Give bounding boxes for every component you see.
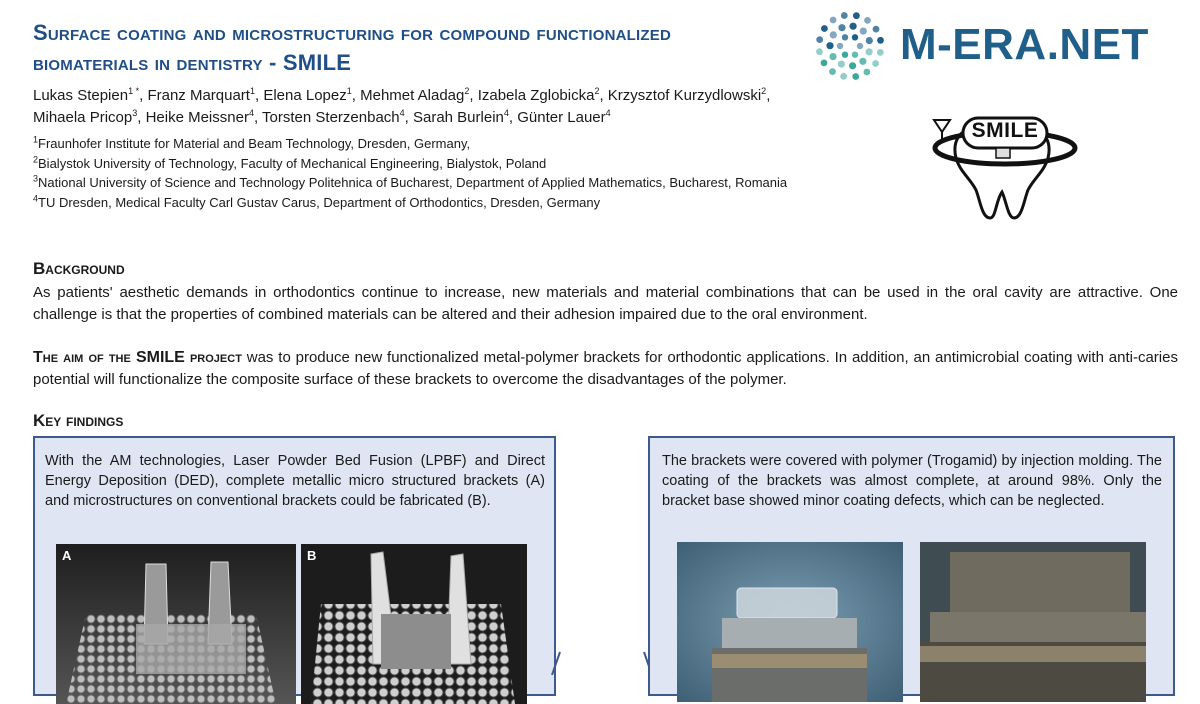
- affiliation-item: $^1$Fraunhofer Institute for Material and Beam Technology, Dresden, Germany,: [33, 134, 471, 151]
- author-affiliation-mark: 3: [132, 108, 138, 118]
- poster-title: [33, 18, 803, 78]
- title-line-2: [33, 48, 803, 78]
- panel-connector-icon: [548, 650, 658, 675]
- photo-coated-bracket-1: [677, 542, 903, 702]
- title-line-1: Surface coating and microstructuring for compound functionalized: [33, 20, 671, 45]
- author-affiliation-mark: 4: [399, 108, 405, 118]
- author-name: Elena Lopez$^1$: [263, 86, 352, 104]
- mera-dots-icon: [812, 8, 888, 84]
- author-affiliation-mark: 4: [503, 108, 509, 118]
- author-affiliation-mark: 4: [248, 108, 254, 118]
- smile-project-logo: [930, 100, 1080, 222]
- author-name: Günter Lauer$^4$: [517, 108, 611, 126]
- author-affiliation-mark: 2: [761, 86, 767, 96]
- affiliation-number: 2: [33, 154, 39, 165]
- findings-left-text: With the AM technologies, Laser Powder Bed Fusion (LPBF) and Direct Energy Deposition (DED), complete metallic micro structured brackets (A) and microstructures on conventional brackets could be fabricated (B).: [45, 453, 545, 509]
- sem-image-b: [301, 544, 527, 704]
- author-affiliation-mark: 1: [346, 86, 352, 96]
- image-b-label: B: [307, 548, 317, 563]
- background-heading: Background: [33, 259, 125, 278]
- author-name: Mehmet Aladag$^2$: [360, 86, 470, 104]
- author-name: Torsten Sterzenbach$^4$: [262, 108, 405, 126]
- author-name: Sarah Burlein$^4$: [412, 108, 509, 126]
- author-name: Heike Meissner$^4$: [145, 108, 254, 126]
- author-affiliation-mark: 4: [605, 108, 611, 118]
- affiliation-item: $^3$National University of Science and Technology Politehnica of Bucharest, Department of Applied Mathematics, Bucharest, Romania: [33, 173, 788, 190]
- author-affiliation-mark: 1: [249, 86, 255, 96]
- background-text: As patients' aesthetic demands in orthodontics continue to increase, new materials and material combinations that can be used in the oral cavity are attractive. One challenge is that the properties of combined materials can be altered and their adhesion impaired due to the oral environment.: [33, 284, 1178, 323]
- mera-wordmark: M-ERA.NET: [900, 20, 1149, 69]
- author-name: Lukas Stepien$^{1 *}$: [33, 86, 140, 104]
- author-affiliation-mark: 1 *: [128, 86, 140, 96]
- author-name: Krzysztof Kurzydlowski$^2$: [607, 86, 767, 104]
- author-name: Franz Marquart$^1$: [147, 86, 255, 104]
- author-name: Izabela Zglobicka$^2$: [477, 86, 600, 104]
- affiliation-item: $^4$TU Dresden, Medical Faculty Carl Gustav Carus, Department of Orthodontics, Dresden, Germany: [33, 193, 601, 210]
- author-affiliation-mark: 2: [464, 86, 470, 96]
- author-list: Lukas Stepien$^{1 *}$, Franz Marquart$^1$, Elena Lopez$^1$, Mehmet Aladag$^2$, Izabela Zglobicka$^2$, Krzysztof Kurzydlowski$^2$, Mihaela Pricop$^3$, Heike Meissner$^4$, Torsten Sterzenbach$^4$, Sarah Burlein$^4$, Günter Lauer$^4$: [33, 86, 771, 126]
- aim-heading: The aim of the SMILE project: [33, 349, 242, 366]
- key-findings-heading: Key findings: [33, 411, 124, 430]
- title-line-2-prefix: biomaterials in dentistry -: [33, 50, 283, 75]
- smile-badge-text: SMILE: [971, 119, 1039, 142]
- author-name: Mihaela Pricop$^3$: [33, 108, 138, 126]
- image-a-label: A: [62, 548, 72, 563]
- aim-text: was to produce new functionalized metal-polymer brackets for orthodontic applications. In addition, an antimicrobial coating with anti-caries potential will functionalize the composite surface of these brackets to overcome the disadvantages of the polymer.: [33, 349, 1178, 388]
- affiliation-number: 4: [33, 193, 39, 204]
- aim-paragraph: [33, 347, 1178, 390]
- affiliation-number: 1: [33, 134, 39, 145]
- affiliation-number: 3: [33, 173, 39, 184]
- sem-image-a: [56, 544, 296, 704]
- affiliation-item: $^2$Bialystok University of Technology, Faculty of Mechanical Engineering, Bialystok, Poland: [33, 154, 547, 171]
- affiliation-list: [33, 134, 803, 212]
- photo-coated-bracket-2: [920, 542, 1146, 702]
- findings-panel-right: [648, 436, 1175, 696]
- author-affiliation-mark: 2: [594, 86, 600, 96]
- title-acronym: SMILE: [282, 50, 352, 75]
- findings-panel-left: [33, 436, 556, 696]
- findings-right-text: The brackets were covered with polymer (Trogamid) by injection molding. The coating of the brackets was almost complete, at around 98%. Only the bracket base showed minor coating defects, which can be neglected.: [662, 453, 1162, 509]
- mera-net-logo: [812, 8, 1177, 84]
